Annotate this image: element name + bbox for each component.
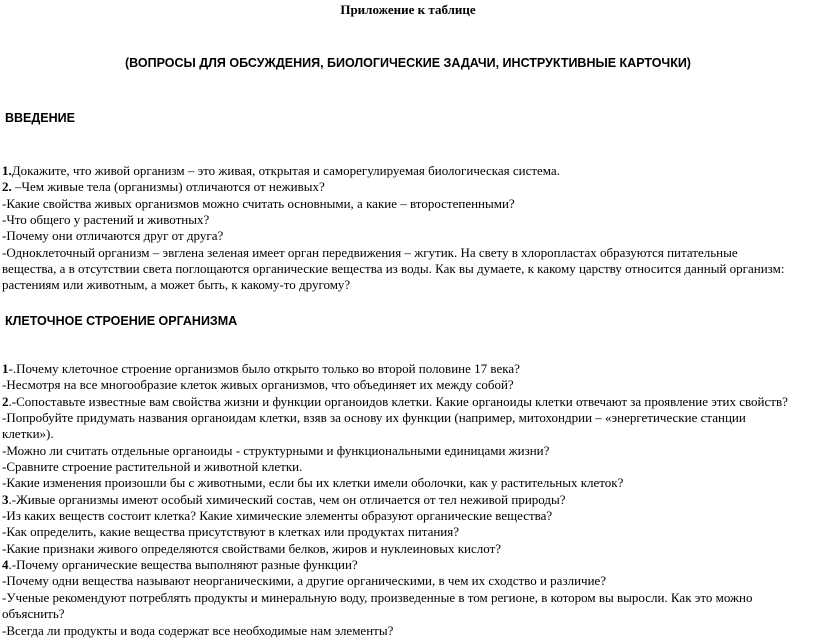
question-text: -Ученые рекомендуют потреблять продукты и минеральную воду, произведенные в том регионе, в котором вы выросли. Как это можно [2,589,753,605]
question-line [2,443,812,459]
question-text: -Сравните строение растительной и животной клетки. [2,459,303,475]
question-line [2,590,812,606]
question-line [2,475,812,491]
question-line [2,394,812,410]
question-text: .-Сопоставьте известные вам свойства жизни и функции органоидов клетки. Какие органоиды клетки отвечают за проявление этих свойств? [8,393,788,409]
question-text: клетки»). [2,426,54,442]
question-line [2,277,812,293]
question-text: объяснить? [2,606,65,622]
section-cell-structure-body [2,361,812,639]
question-line [2,524,812,540]
question-line [2,508,812,524]
question-text: -Почему они отличаются друг от друга? [2,228,224,244]
question-text: растениям или животным, а может быть, к какому-то другому? [2,277,351,293]
question-text: Докажите, что живой организм – это живая, открытая и саморегулируемая биологическая система. [11,163,560,178]
question-text: -Какие свойства живых организмов можно считать основными, а какие – второстепенными? [2,195,515,211]
question-text: .-Живые организмы имеют особый химический состав, чем он отличается от тел неживой природы? [8,491,566,507]
question-line [2,541,812,557]
question-text: -Какие признаки живого определяются свойствами белков, жиров и нуклеиновых кислот? [2,540,502,556]
question-line [2,245,812,261]
question-number: 2. [2,179,12,195]
question-text: -Можно ли считать отдельные органоиды - структурными и функциональными единицами жизни? [2,442,550,458]
question-text: -Попробуйте придумать названия органоидам клетки, взяв за основу их функции (например, митохондрии – «энергетические станции [2,410,746,426]
question-line [2,212,812,228]
question-line [2,228,812,244]
question-line [2,361,812,377]
question-text: -Какие изменения произошли бы с животными, если бы их клетки имели оболочки, как у растительных клеток? [2,475,624,491]
question-line [2,179,812,195]
question-text: -Одноклеточный организм – эвглена зеленая имеет орган передвижения – жгутик. На свету в хлоропластах образуются питательные [2,244,738,260]
question-text: -.Почему клеточное строение организмов было открыто только во второй половине 17 века? [8,361,520,376]
question-text: -Как определить, какие вещества присутствуют в клетках или продуктах питания? [2,524,460,540]
question-line [2,410,812,426]
question-number: 2 [2,393,9,409]
question-text: вещества, а в отсутствии света поглощаются органические вещества из воды. Как вы думаете, к какому царству относится данный организм: [2,261,785,277]
question-number: 1. [2,163,12,178]
question-text: -Что общего у растений и животных? [2,212,210,228]
question-text: –Чем живые тела (организмы) отличаются от неживых? [11,179,325,195]
question-line [2,606,812,622]
question-line [2,196,812,212]
question-text: -Всегда ли продукты и вода содержат все необходимые нам элементы? [2,622,394,638]
question-text: -Несмотря на все многообразие клеток живых организмов, что объединяет их между собой? [2,377,514,393]
question-number: 4 [2,557,9,573]
question-line [2,459,812,475]
question-line [2,426,812,442]
section-introduction-body [2,163,812,294]
appendix-title: Приложение к таблице [340,2,476,17]
section-heading-cell-structure: КЛЕТОЧНОЕ СТРОЕНИЕ ОРГАНИЗМА [5,314,238,328]
question-line [2,492,812,508]
question-text: .-Почему органические вещества выполняют разные функции? [8,557,358,573]
question-line [2,261,812,277]
question-text: -Из каких веществ состоит клетка? Какие химические элементы образуют органические вещества? [2,508,553,524]
question-line [2,557,812,573]
question-line [2,377,812,393]
question-line [2,163,812,179]
document-subtitle: (ВОПРОСЫ ДЛЯ ОБСУЖДЕНИЯ, БИОЛОГИЧЕСКИЕ ЗАДАЧИ, ИНСТРУКТИВНЫЕ КАРТОЧКИ) [125,56,691,70]
question-line [2,573,812,589]
question-number: 3 [2,491,9,507]
question-text: -Почему одни вещества называют неорганическими, а другие органическими, в чем их сходство и различие? [2,573,607,589]
question-number: 1 [2,361,9,376]
section-heading-introduction: ВВЕДЕНИЕ [5,111,75,125]
